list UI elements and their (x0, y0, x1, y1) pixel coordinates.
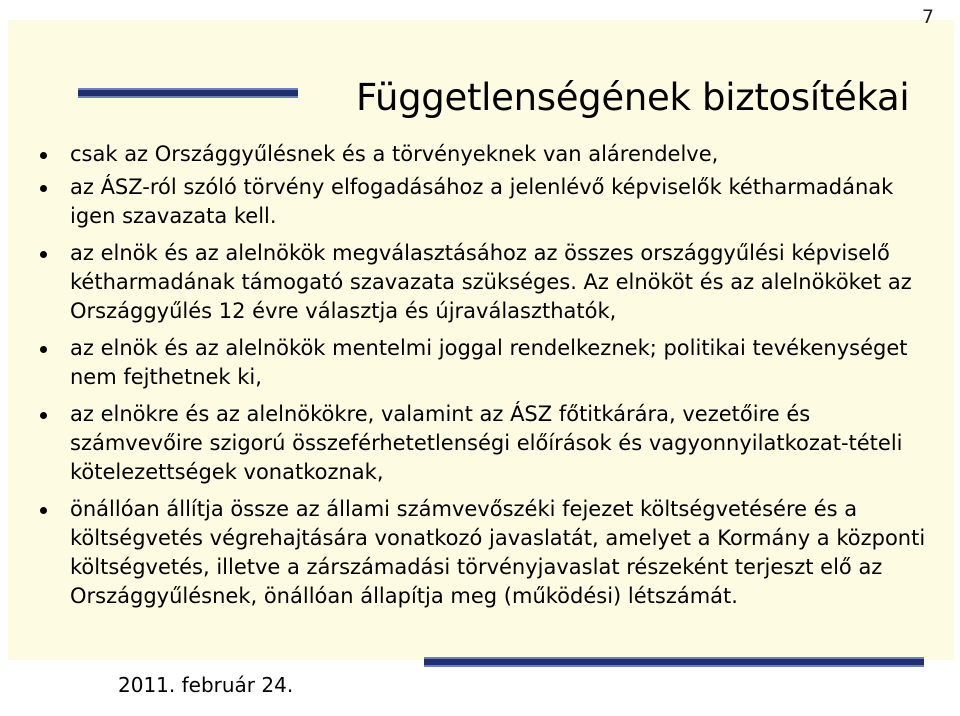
footer-date: 2011. február 24. (118, 673, 294, 697)
bullet-item (0, 400, 960, 487)
footer-decoration-stripe (424, 657, 924, 667)
page-number: 7 (921, 6, 934, 28)
bullet-dot-icon (40, 152, 47, 159)
bullet-text: az elnök és az alelnökök mentelmi joggal rendelkeznek; politikai tevékenységet nem fejthetnek ki, (70, 336, 908, 389)
bullet-item (0, 239, 960, 326)
bullet-text: csak az Országgyűlésnek és a törvényeknek van alárendelve, (70, 142, 719, 166)
bullet-dot-icon (40, 412, 47, 419)
bullet-dot-icon (40, 507, 47, 514)
bullet-item (0, 495, 960, 611)
slide-title: Függetlenségének biztosítékai (356, 76, 910, 119)
bullet-list (0, 140, 960, 615)
bullet-item (0, 334, 960, 392)
bullet-text: az elnökre és az alelnökökre, valamint az ÁSZ főtitkárára, vezetőire és számvevőire szigorú összeférhetetlenségi előírások és vagyonnyilatkozat-tételi kötelezettségek vonatkoznak, (70, 402, 903, 484)
bullet-item (0, 140, 960, 169)
bullet-text: önállóan állítja össze az állami számvevőszéki fejezet költségvetésére és a költségvetés végrehajtására vonatkozó javaslatát, amelyet a Kormány a központi költségvetés, illetve a zárszámadási törvényjavaslat részeként terjeszt elő az Országgyűlésnek, önállóan állapítja meg (működési) létszámát. (70, 497, 926, 608)
title-decoration-stripe (78, 88, 298, 98)
bullet-dot-icon (40, 185, 47, 192)
bullet-dot-icon (40, 346, 47, 353)
bullet-dot-icon (40, 251, 47, 258)
bullet-text: az elnök és az alelnökök megválasztásához az összes országgyűlési képviselő kétharmadának támogató szavazata szükséges. Az elnököt és az alelnököket az Országgyűlés 12 évre választja és újraválaszthatók, (70, 241, 912, 323)
bullet-text: az ÁSZ-ról szóló törvény elfogadásához a jelenlévő képviselők kétharmadának igen szavazata kell. (70, 175, 894, 228)
bullet-item (0, 173, 960, 231)
